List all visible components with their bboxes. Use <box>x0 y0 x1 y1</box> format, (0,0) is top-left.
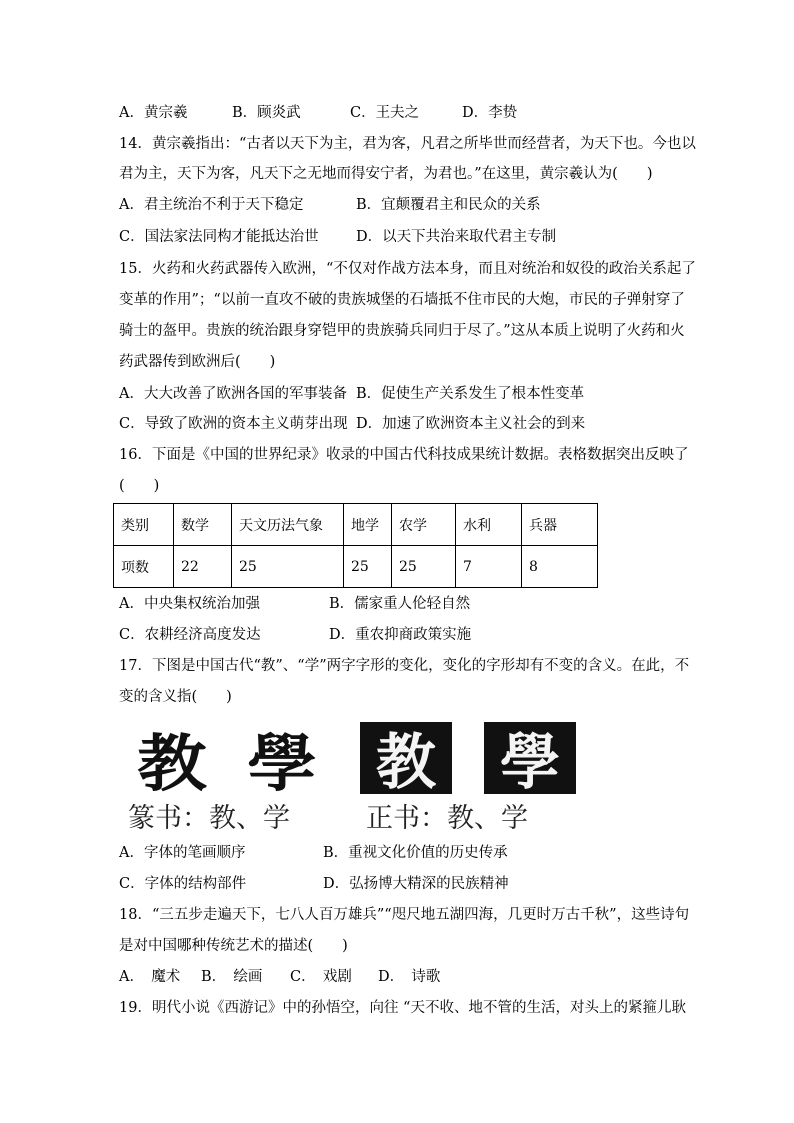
q18-option-b: B． 绘画 <box>201 969 263 985</box>
q14-option-c: C．国法家法同构才能抵达治世 <box>119 229 319 245</box>
table-cell: 类别 <box>114 504 174 546</box>
q14-option-a: A．君主统治不利于天下稳定 <box>119 197 304 213</box>
q17-option-c: C．字体的结构部件 <box>119 876 247 892</box>
q15-stem-line-1: 15．火药和火药武器传入欧洲，“不仅对作战方法本身，而且对统治和奴役的政治关系起了 <box>119 261 696 277</box>
seal-jiao-glyph: 教 <box>137 726 207 800</box>
q16-option-b: B．儒家重人伦轻自然 <box>329 596 471 612</box>
q16-stem-line-1: 16．下面是《中国的世界纪录》收录的中国古代科技成果统计数据。表格数据突出反映了 <box>119 447 689 463</box>
q18-option-d: D． 诗歌 <box>378 969 441 985</box>
table-cell: 22 <box>174 546 232 588</box>
q19-stem-line-1: 19．明代小说《西游记》中的孙悟空，向往 “天不收、地不管的生活，对头上的紧箍儿耿 <box>119 1000 686 1016</box>
q14-stem-line-2: 君为主，天下为客，凡天下之无地而得安宁者，为君也。”在这里，黄宗羲认为( ) <box>119 166 653 182</box>
q18-option-c: C． 戏剧 <box>290 969 352 985</box>
q17-stem-line-2: 变的含义指( ) <box>119 689 232 705</box>
q15-stem-line-2: 变革的作用”；“以前一直攻不破的贵族城堡的石墙抵不住市民的大炮，市民的子弹射穿了 <box>119 292 685 308</box>
q14-option-d: D．以天下共治来取代君主专制 <box>356 229 557 245</box>
q13-option-b: B．顾炎武 <box>232 105 301 121</box>
q15-option-b: B．促使生产关系发生了根本性变革 <box>356 386 585 402</box>
regular-jiao-glyph: 教 <box>360 722 452 794</box>
q14-stem-line-1: 14．黄宗羲指出：“古者以天下为主，君为客，凡君之所毕世而经营者，为天下也。今也以 <box>119 136 696 152</box>
table-cell: 25 <box>232 546 344 588</box>
q16-option-c: C．农耕经济高度发达 <box>119 627 261 643</box>
table-cell: 兵器 <box>522 504 598 546</box>
q15-stem-line-4: 药武器传到欧洲后( ) <box>119 354 276 370</box>
caption-regular-script: 正书：教、学 <box>366 803 528 834</box>
seal-xue-glyph: 學 <box>247 726 317 800</box>
table-cell: 8 <box>522 546 598 588</box>
regular-xue-glyph: 學 <box>484 722 576 794</box>
table-cell: 项数 <box>114 546 174 588</box>
q17-option-d: D．弘扬博大精深的民族精神 <box>323 876 509 892</box>
q15-stem-line-3: 骑士的盔甲。贵族的统治跟身穿铠甲的贵族骑兵同归于尽了。”这从本质上说明了火药和火 <box>119 323 685 339</box>
table-cell: 25 <box>392 546 456 588</box>
q13-option-a: A．黄宗羲 <box>119 105 188 121</box>
q17-option-b: B．重视文化价值的历史传承 <box>323 845 508 861</box>
table-cell: 地学 <box>344 504 392 546</box>
q16-option-d: D．重农抑商政策实施 <box>329 627 472 643</box>
table-cell: 25 <box>344 546 392 588</box>
q17-option-a: A．字体的笔画顺序 <box>119 845 246 861</box>
q18-stem-line-1: 18．“三五步走遍天下，七八人百万雄兵”“咫尺地五湖四海，几更时万古千秋”，这些诗句 <box>119 907 690 923</box>
q13-option-d: D．李贽 <box>462 105 518 121</box>
table-cell: 水利 <box>456 504 522 546</box>
q18-option-a: A． 魔术 <box>119 969 181 985</box>
q15-option-c: C．导致了欧洲的资本主义萌芽出现 <box>119 416 348 432</box>
q16-stem-line-2: ( ) <box>119 478 160 494</box>
q13-option-c: C．王夫之 <box>350 105 420 121</box>
q16-option-a: A．中央集权统治加强 <box>119 596 260 612</box>
q17-stem-line-1: 17．下图是中国古代“教”、“学”两字字形的变化，变化的字形却有不变的含义。在此，不 <box>119 658 690 674</box>
caption-seal-script: 篆书：教、学 <box>128 803 290 834</box>
q18-stem-line-2: 是对中国哪种传统艺术的描述( ) <box>119 938 348 954</box>
table-cell: 7 <box>456 546 522 588</box>
table-cell: 农学 <box>392 504 456 546</box>
character-evolution-figure <box>124 722 576 834</box>
table-cell: 天文历法气象 <box>232 504 344 546</box>
q14-option-b: B．宜颠覆君主和民众的关系 <box>356 197 541 213</box>
table-row <box>114 546 598 588</box>
q15-option-a: A．大大改善了欧洲各国的军事装备 <box>119 386 347 402</box>
table-header-row <box>114 504 598 546</box>
table-cell: 数学 <box>174 504 232 546</box>
q15-option-d: D．加速了欧洲资本主义社会的到来 <box>356 416 586 432</box>
stats-table <box>113 503 598 588</box>
